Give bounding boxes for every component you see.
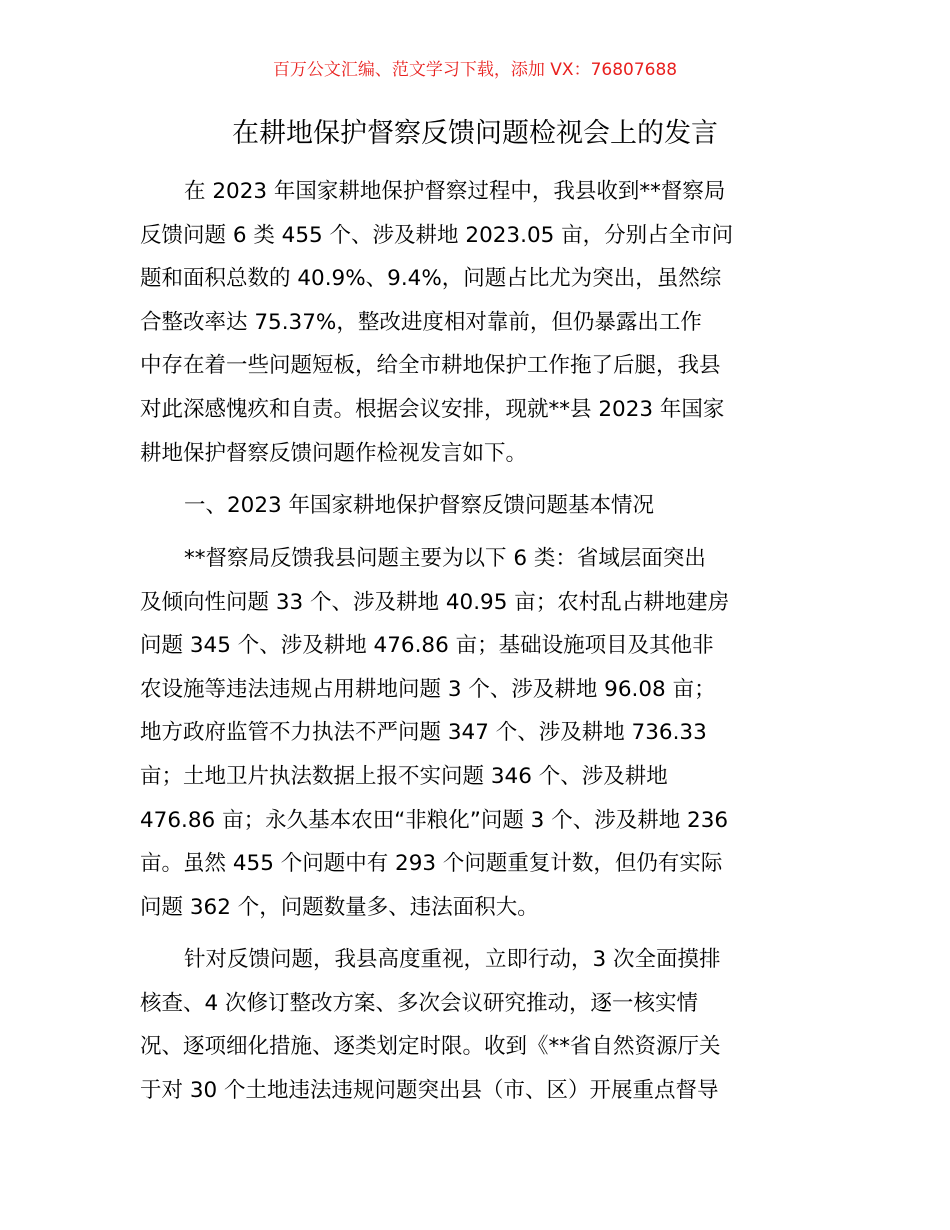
section-heading xyxy=(140,484,812,528)
paragraph-line: 地方政府监管不力执法不严问题 347 个、涉及耕地 736.33 xyxy=(140,720,707,746)
paragraph-problems xyxy=(140,537,812,929)
paragraph-line: 亩；土地卫片执法数据上报不实问题 346 个、涉及耕地 xyxy=(140,763,668,789)
paragraph-line: 及倾向性问题 33 个、涉及耕地 40.95 亩；农村乱占耕地建房 xyxy=(140,589,730,615)
section-heading-text: 一、2023 年国家耕地保护督察反馈问题基本情况 xyxy=(184,493,655,518)
paragraph-line: 况、逐项细化措施、逐类划定时限。收到《**省自然资源厅关 xyxy=(140,1034,721,1060)
document-title: 在耕地保护督察反馈问题检视会上的发言 xyxy=(232,118,718,149)
paragraph-line: 题和面积总数的 40.9%、9.4%，问题占比尤为突出，虽然综 xyxy=(140,266,722,292)
paragraph-line: 耕地保护督察反馈问题作检视发言如下。 xyxy=(140,440,528,466)
paragraph-line: 于对 30 个土地违法违规问题突出县（市、区）开展重点督导 xyxy=(140,1077,719,1103)
paragraph-line: 针对反馈问题，我县高度重视，立即行动，3 次全面摸排 xyxy=(184,947,721,972)
paragraph-line: 问题 345 个、涉及耕地 476.86 亩；基础设施项目及其他非 xyxy=(140,633,714,659)
paragraph-line: 对此深感愧疚和自责。根据会议安排，现就**县 2023 年国家 xyxy=(140,396,725,422)
paragraph-line: **督察局反馈我县问题主要为以下 6 类：省域层面突出 xyxy=(184,546,706,571)
paragraph-line: 在 2023 年国家耕地保护督察过程中，我县收到**督察局 xyxy=(184,179,726,204)
paragraph-intro xyxy=(140,170,812,475)
paragraph-line: 农设施等违法违规占用耕地问题 3 个、涉及耕地 96.08 亩； xyxy=(140,676,716,702)
paragraph-line: 亩。虽然 455 个问题中有 293 个问题重复计数，但仍有实际 xyxy=(140,851,723,877)
paragraph-response xyxy=(140,938,812,1112)
header-note: 百万公文汇编、范文学习下载，添加 VX：76807688 xyxy=(272,60,678,80)
paragraph-line: 核查、4 次修订整改方案、多次会议研究推动，逐一核实情 xyxy=(140,990,699,1016)
paragraph-line: 问题 362 个，问题数量多、违法面积大。 xyxy=(140,894,539,920)
paragraph-line: 反馈问题 6 类 455 个、涉及耕地 2023.05 亩，分别占全市问 xyxy=(140,222,734,248)
paragraph-line: 合整改率达 75.37%，整改进度相对靠前，但仍暴露出工作 xyxy=(140,309,702,335)
paragraph-line: 476.86 亩；永久基本农田“非粮化”问题 3 个、涉及耕地 236 xyxy=(140,807,729,833)
paragraph-line: 中存在着一些问题短板，给全市耕地保护工作拖了后腿，我县 xyxy=(140,353,721,379)
